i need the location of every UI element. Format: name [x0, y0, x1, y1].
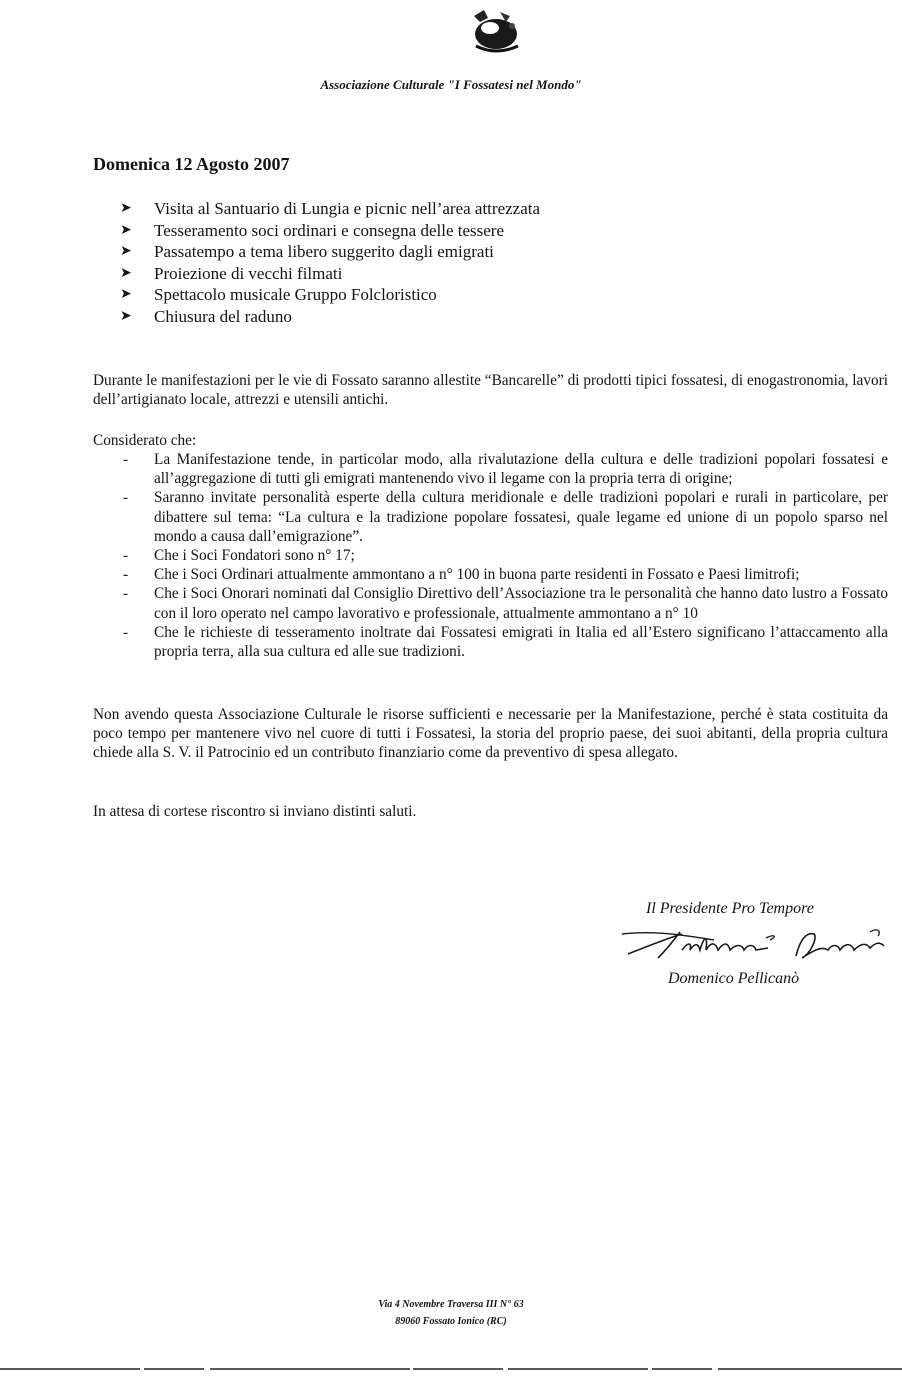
association-emblem-icon — [466, 6, 522, 56]
considering-item — [93, 565, 888, 584]
arrow-bullet-icon: ➤ — [120, 244, 132, 260]
dash-bullet: - — [123, 585, 129, 603]
considering-item-text: Che i Soci Onorari nominati dal Consiglio Direttivo dell’Associazione tra le personalità che hanno dato lustro a Fossato con il loro operato nel campo lavorativo e professionale, attualmente ammontano a n° 10 — [154, 585, 888, 622]
considering-item-text: Che i Soci Fondatori sono n° 17; — [154, 547, 355, 565]
program-item — [120, 220, 540, 242]
arrow-bullet-icon: ➤ — [120, 222, 132, 238]
considering-item-text: Saranno invitate personalità esperte della cultura meridionale e delle tradizioni popolari e rurali in particolare, per dibattere sul tema: “La cultura e la tradizione popolare fossatesi, quale legame ed unione di un popolo sparso nel mondo a causa dall’emigrazione”. — [154, 489, 888, 545]
signatory-name: Domenico Pellicanò — [668, 970, 800, 987]
program-item — [120, 198, 540, 220]
association-title: Associazione Culturale "I Fossatesi nel Mondo" — [320, 77, 582, 92]
program-item-text: Passatempo a tema libero suggerito dagli emigrati — [154, 242, 494, 262]
considering-item-text: Che i Soci Ordinari attualmente ammontano a n° 100 in buona parte residenti in Fossato e Paesi limitrofi; — [154, 566, 800, 584]
considering-item — [93, 450, 888, 488]
dash-bullet: - — [123, 451, 129, 468]
footer-address-line: Via 4 Novembre Traversa III N° 63 — [378, 1299, 524, 1310]
program-item-text: Proiezione di vecchi filmati — [154, 263, 343, 283]
arrow-bullet-icon: ➤ — [120, 201, 132, 216]
footer-postal-line: 89060 Fossato Ionico (RC) — [395, 1316, 507, 1327]
considering-item — [93, 623, 888, 661]
considering-item-text: La Manifestazione tende, in particolar modo, alla rivalutazione della cultura e delle tradizioni popolari fossatesi e all’aggregazione di tutti gli emigrati mantenendo vivo il legame con la propria terra di origine; — [154, 451, 888, 488]
dash-bullet: - — [123, 623, 129, 641]
handwritten-signature — [618, 920, 890, 970]
considering-item-text: Che le richieste di tesseramento inoltrate dai Fossatesi emigrati in Italia ed all’Estero significano l’attaccamento alla propria terra, alla sua cultura ed alle sue tradizioni. — [154, 623, 888, 661]
program-item — [120, 263, 540, 285]
dash-bullet: - — [123, 489, 129, 507]
considering-item — [93, 488, 888, 546]
arrow-bullet-icon: ➤ — [120, 308, 132, 324]
program-list — [120, 198, 540, 328]
stalls-paragraph: Durante le manifestazioni per le vie di Fossato saranno allestite “Bancarelle” di prodotti tipici fossatesi, di enogastronomia, lavori dell’artigianato locale, attrezzi e utensili antichi. — [93, 372, 888, 409]
arrow-bullet-icon: ➤ — [120, 265, 132, 281]
bottom-divider — [0, 1367, 902, 1371]
dash-bullet: - — [123, 566, 129, 584]
program-item — [120, 241, 540, 263]
program-item — [120, 284, 540, 306]
closing-paragraph: In attesa di cortese riscontro si inviano distinti saluti. — [93, 803, 417, 820]
request-paragraph: Non avendo questa Associazione Culturale le risorse sufficienti e necessarie per la Manifestazione, perché è stata costituita da poco tempo per mantenere vivo nel cuore di tutti i Fossatesi, la storia del proprio paese, dei suoi abitanti, della propria cultura chiede alla S. V. il Patrocinio ed un contributo finanziario come da preventivo di spesa allegato. — [93, 706, 888, 762]
considering-list — [93, 450, 888, 661]
event-date-heading: Domenica 12 Agosto 2007 — [93, 154, 290, 174]
program-item-text: Visita al Santuario di Lungia e picnic nell’area attrezzata — [154, 199, 541, 218]
arrow-bullet-icon: ➤ — [120, 287, 132, 303]
dash-bullet: - — [123, 547, 129, 565]
considering-label: Considerato che: — [93, 432, 197, 449]
considering-item — [93, 546, 888, 565]
program-item-text: Chiusura del raduno — [154, 306, 292, 326]
program-item-text: Spettacolo musicale Gruppo Folcloristico — [154, 285, 437, 305]
program-item — [120, 306, 540, 328]
signature-title: Il Presidente Pro Tempore — [646, 900, 814, 917]
program-item-text: Tesseramento soci ordinari e consegna delle tessere — [154, 220, 505, 240]
considering-item — [93, 584, 888, 622]
